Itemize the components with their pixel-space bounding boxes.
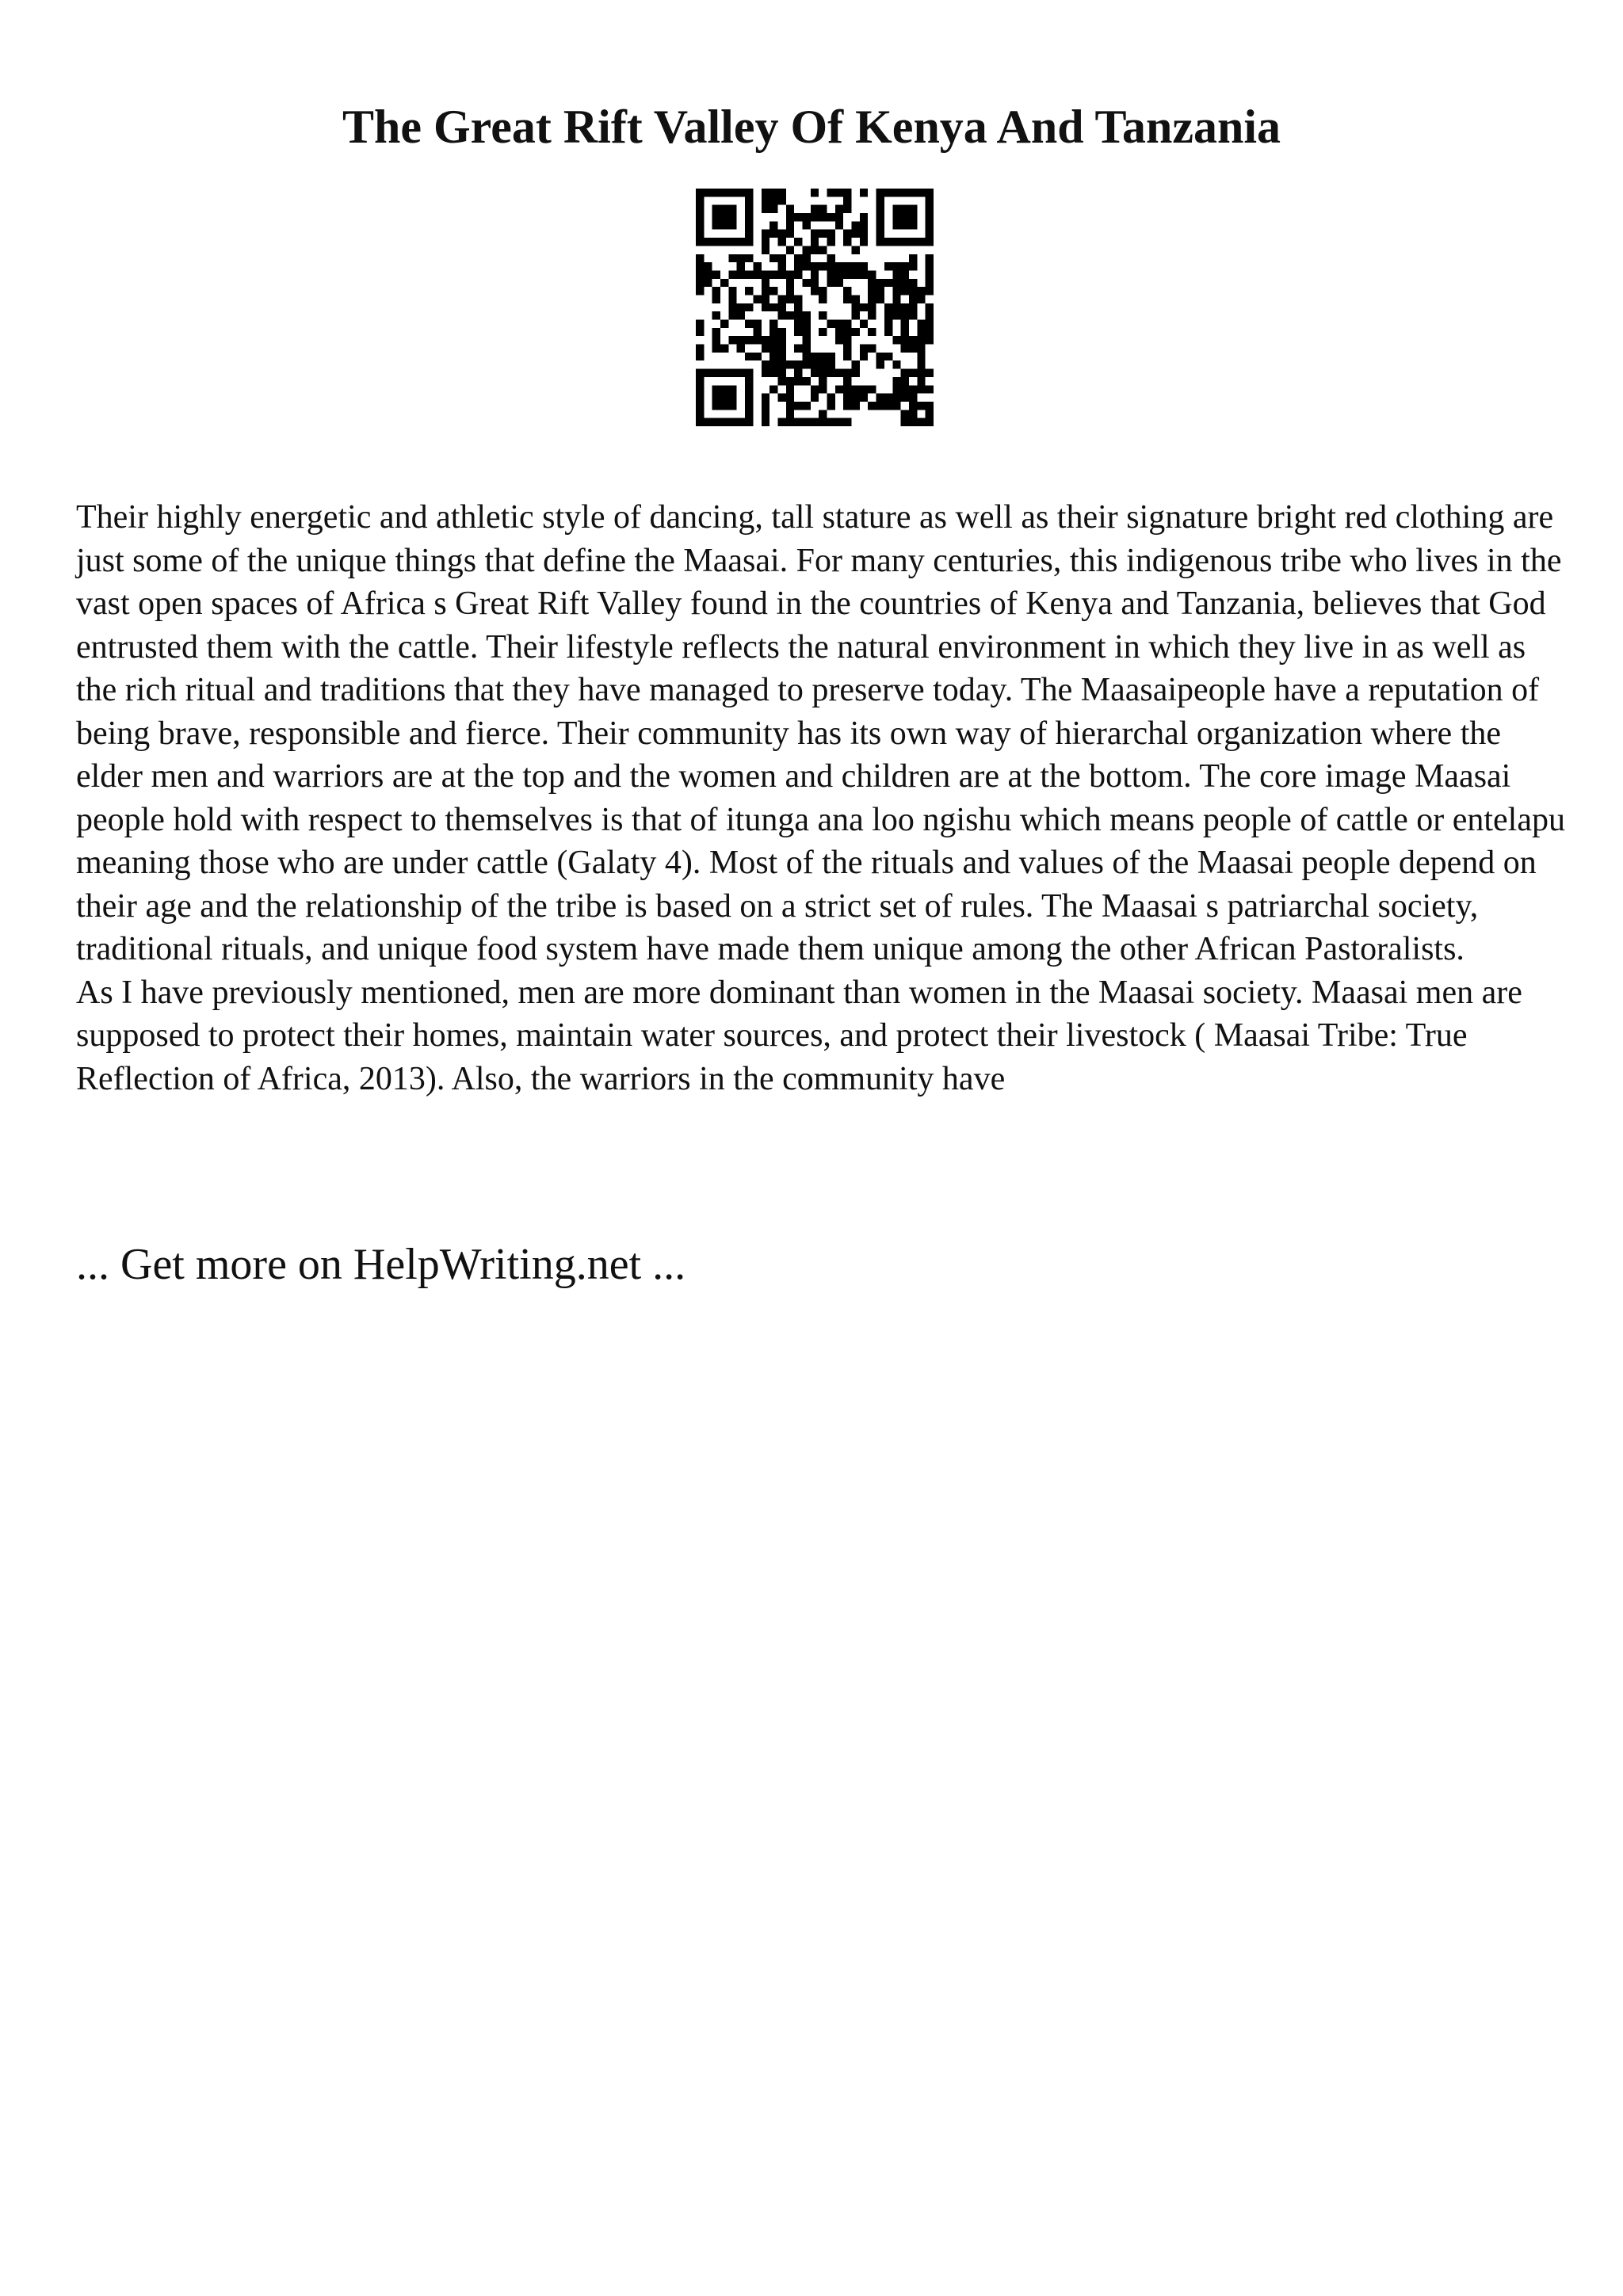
qr-code-icon[interactable] [696, 189, 934, 426]
body-text [76, 496, 1566, 1100]
page-title: The Great Rift Valley Of Kenya And Tanzania [342, 101, 1281, 153]
paragraph: As I have previously mentioned, men are more dominant than women in the Maasai society. Maasai men are supposed to protect their homes, maintain water sources, and protect their livestock ( Maasai Tribe: True Reflection of Africa, 2013). Also, the warriors in the community have [76, 974, 1522, 1097]
get-more-link[interactable]: ... Get more on HelpWriting.net ... [76, 1240, 686, 1289]
paragraph: Their highly energetic and athletic style of dancing, tall stature as well as their signature bright red clothing are just some of the unique things that define the Maasai. For many centuries, this indigenous tribe who lives in the vast open spaces of Africa s Great Rift Valley found in the countries of Kenya and Tanzania, believes that God entrusted them with the cattle. Their lifestyle reflects the natural environment in which they live in as well as the rich ritual and traditions that they have managed to preserve today. The Maasaipeople have a reputation of being brave, responsible and fierce. Their community has its own way of hierarchal organization where the elder men and warriors are at the top and the women and children are at the bottom. The core image Maasai people hold with respect to themselves is that of itunga ana loo ngishu which means people of cattle or entelapu meaning those who are under cattle (Galaty 4). Most of the rituals and values of the Maasai people depend on their age and the relationship of the tribe is based on a strict set of rules. The Maasai s patriarchal society, traditional rituals, and unique food system have made them unique among the other African Pastoralists. [76, 499, 1565, 967]
